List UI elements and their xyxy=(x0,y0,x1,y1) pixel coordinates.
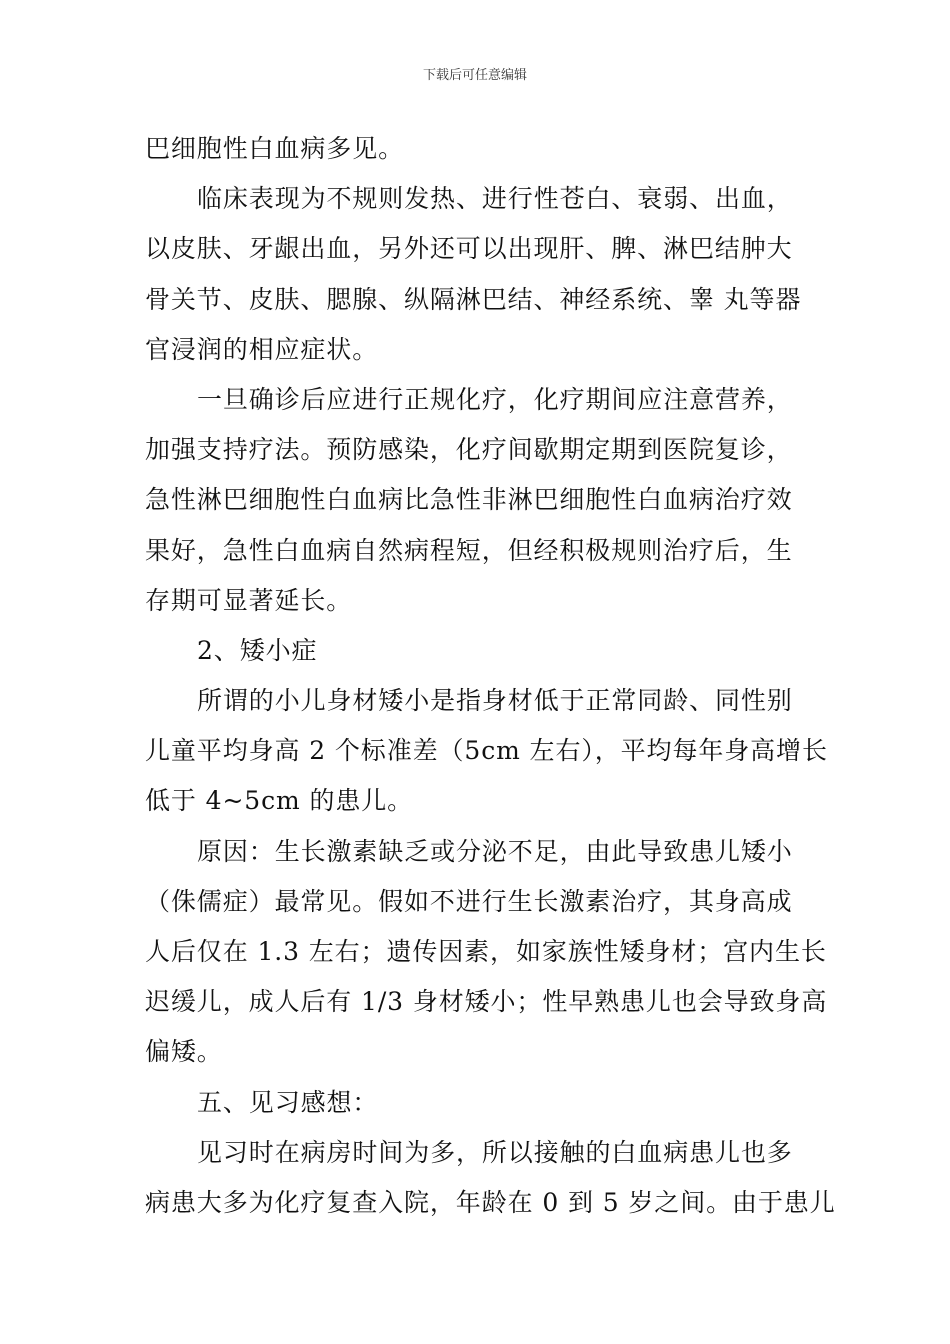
text-line: 急性淋巴细胞性白血病比急性非淋巴细胞性白血病治疗效 xyxy=(145,485,793,515)
text-line: 偏矮。 xyxy=(145,1037,223,1067)
paragraph-short-stature-definition xyxy=(145,676,828,827)
text-line: 低于 4~5cm 的患儿。 xyxy=(145,786,414,816)
text-line: 病患大多为化疗复查入院，年龄在 0 到 5 岁之间。由于患儿 xyxy=(145,1187,836,1217)
text-line: 一旦确诊后应进行正规化疗，化疗期间应注意营养， xyxy=(197,384,793,414)
text-line: 见习时在病房时间为多，所以接触的白血病患儿也多 xyxy=(197,1137,793,1167)
paragraph-leukemia-continuation xyxy=(145,124,810,174)
text-line: 以皮肤、牙龈出血，另外还可以出现肝、脾、淋巴结肿大 xyxy=(145,234,793,264)
text-line: 原因：生长激素缺乏或分泌不足，由此导致患儿矮小 xyxy=(197,836,793,866)
text-line: 果好，急性白血病自然病程短，但经积极规则治疗后，生 xyxy=(145,535,793,565)
page-header-note: 下载后可任意编辑 xyxy=(422,68,527,83)
section-heading-short-stature xyxy=(145,626,810,676)
text-line: 儿童平均身高 2 个标准差（5cm 左右），平均每年身高增长 xyxy=(145,736,828,766)
text-line: 所谓的小儿身材矮小是指身材低于正常同龄、同性别 xyxy=(197,686,793,716)
text-line: 存期可显著延长。 xyxy=(145,585,353,615)
document-body xyxy=(145,124,836,1228)
text-line: 官浸润的相应症状。 xyxy=(145,334,379,364)
text-line: 骨关节、皮肤、腮腺、纵隔淋巴结、神经系统、睾 丸等器 xyxy=(145,284,802,314)
heading-line: 五、见习感想： xyxy=(197,1087,379,1117)
text-line: （侏儒症）最常见。假如不进行生长激素治疗，其身高成 xyxy=(145,886,793,916)
text-line: 人后仅在 1.3 左右；遗传因素，如家族性矮身材；宫内生长 xyxy=(145,937,827,966)
paragraph-causes xyxy=(145,827,828,1078)
paragraph-treatment xyxy=(145,375,810,626)
section-heading-reflections xyxy=(145,1078,810,1128)
paragraph-reflections xyxy=(145,1128,836,1228)
text-line: 加强支持疗法。预防感染，化疗间歇期定期到医院复诊， xyxy=(145,435,793,465)
heading-line: 2、矮小症 xyxy=(197,635,318,665)
text-line: 迟缓儿，成人后有 1/3 身材矮小；性早熟患儿也会导致身高 xyxy=(145,987,828,1017)
text-line: 临床表现为不规则发热、进行性苍白、衰弱、出血， xyxy=(197,184,793,214)
paragraph-clinical-manifestations xyxy=(145,174,810,375)
text-line: 巴细胞性白血病多见。 xyxy=(145,134,405,163)
